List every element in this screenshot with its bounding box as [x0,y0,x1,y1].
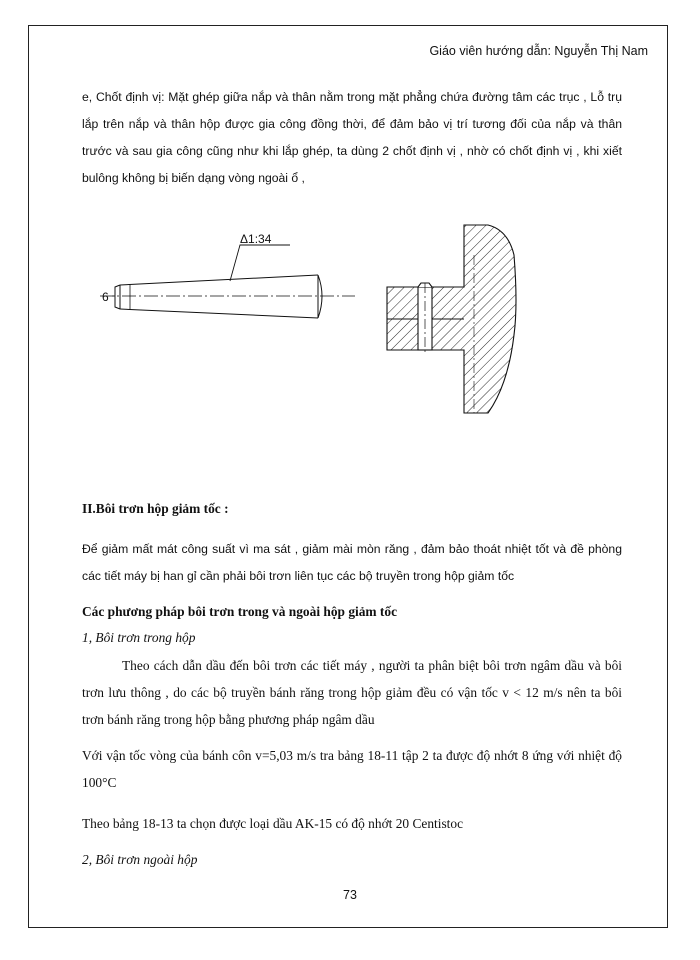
external-lubrication-heading: 2, Bôi trơn ngoài hộp [82,852,198,867]
taper-pin-drawing [115,275,322,318]
internal-lubrication-heading: 1, Bôi trơn trong hộp [82,630,196,645]
dowel-pin-paragraph: e, Chốt định vị: Mặt ghép giữa nắp và thân nằm trong mặt phẳng chứa đường tâm các trục , Lỗ trụ lắp trên nắp và thân hộp được gia công đồng thời, để đảm bảo vị trí tương đối của nắp và thân trước và sau gia công cũng như khi lắp ghép, ta dùng 2 chốt định vị , nhờ có chốt định vị , khi xiết bulông không bị biến dạng vòng ngoài ổ , [82,90,622,185]
page-header: Giáo viên hướng dẫn: Nguyễn Thị Nam [429,44,648,58]
diameter-label: 6 [102,290,109,304]
viscosity-text: Với vận tốc vòng của bánh côn v=5,03 m/s tra bảng 18-11 tập 2 ta được độ nhớt 8 ứng với nhiệt độ 100°C [82,748,622,790]
lubrication-heading: II.Bôi trơn hộp giảm tốc : [82,501,229,516]
methods-heading: Các phương pháp bôi trơn trong và ngoài hộp giảm tốc [82,604,398,619]
taper-leader [230,245,290,281]
lubrication-intro: Để giảm mất mát công suất vì ma sát , giảm mài mòn răng , đảm bảo thoát nhiệt tốt và đề phòng các tiết máy bị han gỉ cần phải bôi trơn liên tục các bộ truyền trong hộp giảm tốc [82,542,622,583]
oil-selection-text: Theo bảng 18-13 ta chọn được loại dầu AK-15 có độ nhớt 20 Centistoc [82,816,464,831]
dowel-pin-figure [90,215,540,415]
internal-lubrication-text: Theo cách dẫn dầu đến bôi trơn các tiết máy , người ta phân biệt bôi trơn ngâm dầu và bôi trơn lưu thông , do các bộ truyền bánh răng trong hộp giảm đều có vận tốc v < 12 m/s nên ta bôi trơn bánh răng trong hộp bằng phương pháp ngâm dầu [82,658,622,727]
page-number: 73 [343,888,357,902]
flange-section [387,225,516,413]
taper-label: Δ1:34 [240,232,272,246]
